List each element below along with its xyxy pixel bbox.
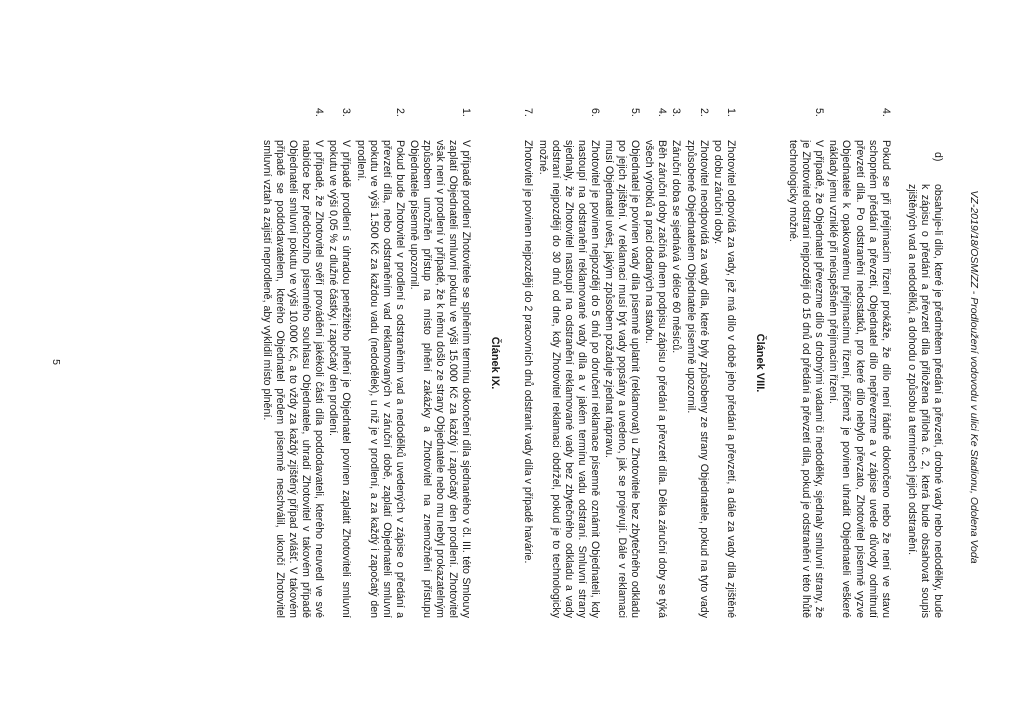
list-item bbox=[535, 108, 600, 618]
item-text: Zhotovitel neodpovídá za vady díla, které byly způsobeny ze strany Objednatele, pokud na tyto vady způsobené Objednatelem Objednatele písemně upozornil. bbox=[684, 140, 710, 618]
item-text: V případě prodlení s úhradou peněžitého plnění je Objednatel povinen zaplatit Zhotoviteli smluvní pokutu ve výši 0,05 % z dlužné částky, i započatý den prodlení. bbox=[327, 140, 353, 618]
article-8-list bbox=[521, 108, 737, 618]
document-header: VZ-2019/18/OSM/ZZ - Prodloužení vodovodu v ulici Ke Stadionu, Odolena Voda bbox=[968, 190, 980, 564]
item-text: V případě, že Zhotovitel svěří provádění jakékoli části díla poddodavateli, kterého neuvedl ve své nabídce bez předchozího písemného souhlasu Objednatele, uhradí Zhotovitel v takovém případě Objednateli smluvní pokutu ve výši 10.000 Kč, a to vždy za každý zjištěný případ zvlášť. V takovém případě se poddodavatelem, kterého Objednatel předem písemně neschválil, ukončí Zhotovitel smluvní vztah a zajistí neprodleně, aby vyklidil místo plnění. bbox=[260, 140, 326, 618]
item-text: Pokud se při přejímacím řízení prokáže, že dílo není řádně dokončeno nebo že není ve stavu schopném předání a převzetí, Objednatel dílo nepřevezme a v zápise uvede důvody odmítnutí převzetí díla. Po odstranění nedostatků, pro které dílo nebylo převzato, Zhotovitel písemně vyzve Objednatele k opakovanému přejímacímu řízení, přičemž je povinen uhradit Objednateli veškeré náklady jemu vzniklé při neúspěšném přejímacím řízení. bbox=[827, 140, 892, 618]
article-9-list bbox=[260, 108, 473, 618]
list-item bbox=[326, 108, 352, 618]
item-number: d) bbox=[932, 152, 944, 162]
item-number: 2. bbox=[697, 108, 710, 117]
list-item bbox=[521, 108, 534, 618]
item-number: 3. bbox=[340, 108, 353, 117]
item-number: 1. bbox=[724, 108, 737, 117]
item-number: 2. bbox=[393, 108, 406, 117]
document-body bbox=[259, 108, 944, 618]
item-text: Pokud bude Zhotovitel v prodlení s odstraněním vad a nedodělků uvedených v zápise o předání a převzetí díla, nebo odstraněním vad reklamovaných v záruční době, zaplatí Objednateli smluvní pokutu ve výši 1.500 Kč za každou vadu (nedodělek), u níž je v prodlení, a za každý i započatý den prodlení. bbox=[354, 140, 406, 618]
list-item bbox=[905, 152, 944, 618]
article-8-heading: Článek VIII. bbox=[753, 333, 766, 393]
item-number: 6. bbox=[588, 108, 601, 117]
item-text: Zhotovitel odpovídá za vady, jež má dílo v době jeho předání a převzetí, a dále za vady díla zjištěné po dobu záruční doby. bbox=[711, 140, 737, 618]
item-number: 4. bbox=[656, 108, 669, 117]
item-text: V případě prodlení Zhotovitele se splněním termínu dokončení díla sjednaného v čl. III. této Smlouvy zaplatí Objednateli smluvní pokutu ve výši 15.000 Kč za každý i započatý den prodlení. Zhotovitel však není v prodlení v případě, že k němu došlo ze strany Objednatele nebo mu nebyl prokazatelným způsobem umožněn přístup na místo plnění zakázky a Zhotovitel na znemožnění přístupu Objednatele písemně upozornil. bbox=[407, 140, 473, 618]
item-number: 7. bbox=[522, 108, 535, 117]
intro-section bbox=[905, 154, 944, 618]
item-number: 4. bbox=[313, 108, 326, 117]
item-text: Zhotovitel je povinen nejpozději do 5 dnů po doručení reklamace písemně oznámit Objednateli, kdy nastoupí na odstranění reklamované vady díla a v jakém termínu vadu odstraní. Smluvní strany sjednaly, že Zhotovitel nastoupí na odstranění reklamované vady bez zbytečného odkladu a vady odstraní nejpozději do 30 dnů od dne, kdy Zhotovitel reklamaci obdržel, pokud je to technologicky možné. bbox=[536, 140, 601, 618]
list-item bbox=[260, 108, 325, 618]
item-number: 5. bbox=[813, 108, 826, 117]
article-9-heading: Článek IX. bbox=[489, 336, 502, 390]
list-item bbox=[642, 108, 668, 618]
item-number: 1. bbox=[460, 108, 473, 117]
item-text: Objednatel je povinen vady díla písemně uplatnit (reklamovat) u Zhotovitele bez zbytečného odkladu po jejich zjištění. V reklamaci musí být vady popsány a uvedeno, jak se projevují. Dále v reklamaci musí Objednatel uvést, jakým způsobem požaduje zjednat nápravu. bbox=[603, 140, 642, 618]
list-item bbox=[669, 108, 682, 618]
list-item bbox=[711, 108, 737, 618]
list-item bbox=[602, 108, 641, 618]
page-number: 5 bbox=[50, 359, 62, 365]
item-text: Zhotovitel je povinen nejpozději do 2 pracovních dnů odstranit vady díla v případě havárie. bbox=[522, 140, 535, 564]
item-number: 3. bbox=[670, 108, 683, 117]
list-item bbox=[353, 108, 405, 618]
list-item bbox=[684, 108, 710, 618]
item-text: V případě, že Objednatel převezme dílo s drobnými vadami či nedodělky, sjednaly smluvní strany, že je Zhotovitel odstraní nejpozději do 15 dnů od předání a převzetí díla, pokud je odstranění v této lhůtě technologicky možné. bbox=[787, 140, 826, 618]
item-text: obsahuje-li dílo, které je předmětem předání a převzetí, drobné vady nebo nedodělky, bude k zápisu o předání a převzetí díla přiložena příloha č. 2, která bude obsahovat soupis zjištěných vad a nedodělků, a dohodu o způsobu a termínech jejich odstranění. bbox=[905, 184, 944, 618]
list-item bbox=[407, 108, 472, 618]
list-item bbox=[786, 108, 825, 618]
item-text: Běh záruční doby začíná dnem podpisu zápisu o předání a převzetí díla. Délka záruční doby se týká všech výrobků a prací dodaných na stavbu. bbox=[643, 140, 669, 618]
item-number: 4. bbox=[879, 108, 892, 117]
item-number: 5. bbox=[629, 108, 642, 117]
item-text: Záruční doba se sjednává v délce 60 měsíců. bbox=[670, 140, 683, 354]
list-item bbox=[826, 108, 891, 618]
